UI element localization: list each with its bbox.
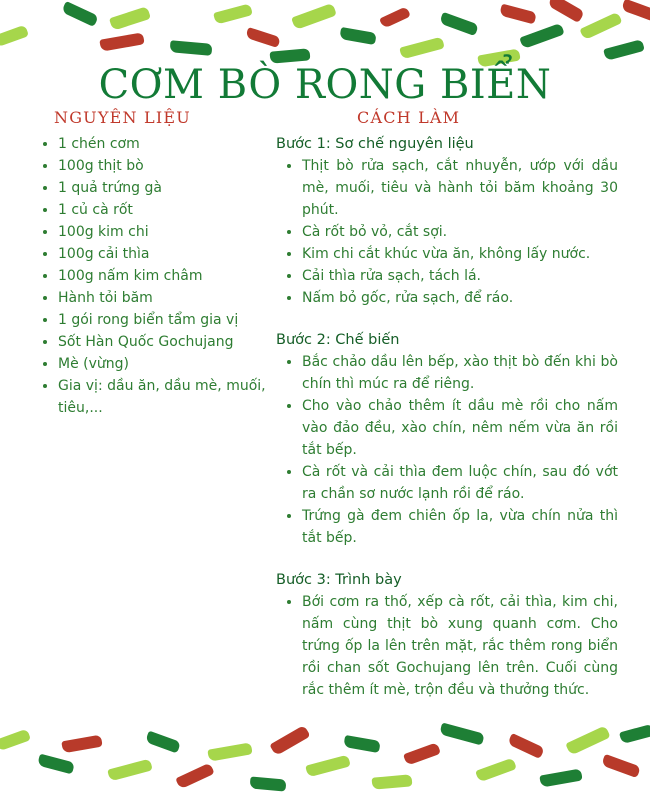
step-3 [276,569,618,701]
step-2-title: Bước 2: Chế biến [276,332,400,348]
step-3-title: Bước 3: Trình bày [276,572,402,588]
brush-stroke [619,724,650,744]
step-2 [276,329,618,549]
brush-stroke [439,723,485,746]
brush-stroke [499,4,537,25]
brush-stroke [245,27,281,48]
brush-stroke [61,1,99,27]
brush-stroke [539,768,582,787]
ingredient-item: • 1 quả trứng gà [58,177,278,199]
brush-stroke [37,754,75,775]
ingredients-list [34,133,278,419]
step-item: • Kim chi cắt khúc vừa ăn, không lấy nước. [302,243,618,265]
step-item: • Nấm bỏ gốc, rửa sạch, để ráo. [302,287,618,309]
ingredients-heading: NGUYÊN LIỆU [54,108,191,127]
brush-stroke [372,774,413,789]
step-1-title: Bước 1: Sơ chế nguyên liệu [276,136,474,152]
page-title: CƠM BÒ RONG BIỂN [98,62,552,108]
brush-stroke [403,742,441,766]
brush-stroke [579,12,622,41]
brush-stroke [399,37,445,60]
brush-stroke [175,763,215,790]
step-1 [276,133,618,309]
ingredient-item: • Mè (vừng) [58,353,278,375]
ingredient-item: • 100g kim chi [58,221,278,243]
ingredient-item: • Sốt Hàn Quốc Gochujang [58,331,278,353]
ingredient-item: • 100g cải thìa [58,243,278,265]
brush-stroke [269,725,310,756]
brush-stroke [379,6,411,29]
brush-stroke [519,23,564,49]
brush-stroke [213,3,253,24]
ingredient-item: • 100g thịt bò [58,155,278,177]
brush-stroke [107,759,153,782]
ingredient-item: • Gia vị: dầu ăn, dầu mè, muối, tiêu,... [58,375,278,419]
brush-stroke [305,755,351,778]
brush-stroke [0,729,31,752]
step-item: • Bắc chảo dầu lên bếp, xào thịt bò đến khi bò chín thì múc ra để riêng. [302,351,618,395]
brush-stroke [61,735,102,754]
ingredient-item: • 100g nấm kim châm [58,265,278,287]
step-item: • Cà rốt và cải thìa đem luộc chín, sau đó vớt ra chần sơ nước lạnh rồi để ráo. [302,461,618,505]
step-item: • Thịt bò rửa sạch, cắt nhuyễn, ướp với dầu mè, muối, tiêu và hành tỏi băm khoảng 30 phút. [302,155,618,221]
ingredient-item: • Hành tỏi băm [58,287,278,309]
ingredient-item: • 1 chén cơm [58,133,278,155]
method-heading: CÁCH LÀM [357,108,461,127]
step-2-list [276,351,618,549]
step-item: • Cải thìa rửa sạch, tách lá. [302,265,618,287]
brush-stroke [547,0,585,23]
brush-stroke [339,27,377,45]
bottom-brush-decoration [0,720,650,800]
brush-stroke [99,32,144,51]
brush-stroke [145,731,181,754]
step-item: • Bới cơm ra thố, xếp cà rốt, cải thìa, kim chi, nấm cùng thịt bò xung quanh cơm. Cho trứng ốp la lên trên mặt, rắc thêm rong biển rồi chan sốt Gochujang lên trên. Cuối cùng rắc thêm ít mè, trộn đều và thưởng thức. [302,591,618,701]
ingredient-item: • 1 gói rong biển tẩm gia vị [58,309,278,331]
brush-stroke [621,0,650,21]
brush-stroke [603,39,645,61]
brush-stroke [0,25,29,48]
method-steps [276,133,618,721]
step-item: • Cà rốt bỏ vỏ, cắt sợi. [302,221,618,243]
step-item: • Trứng gà đem chiên ốp la, vừa chín nửa thì tắt bếp. [302,505,618,549]
brush-stroke [343,735,381,753]
brush-stroke [109,6,151,31]
brush-stroke [439,12,479,36]
ingredient-item: • 1 củ cà rốt [58,199,278,221]
brush-stroke [170,40,213,56]
step-1-list [276,155,618,309]
step-3-list [276,591,618,701]
brush-stroke [601,754,641,778]
brush-stroke [565,725,610,755]
step-item: • Cho vào chảo thêm ít dầu mè rồi cho nấm vào đảo đều, xào chín, nêm nếm vừa ăn rồi tắt bếp. [302,395,618,461]
brush-stroke [207,742,252,761]
brush-stroke [507,733,545,759]
brush-stroke [291,3,337,30]
brush-stroke [250,776,287,791]
brush-stroke [475,758,517,783]
